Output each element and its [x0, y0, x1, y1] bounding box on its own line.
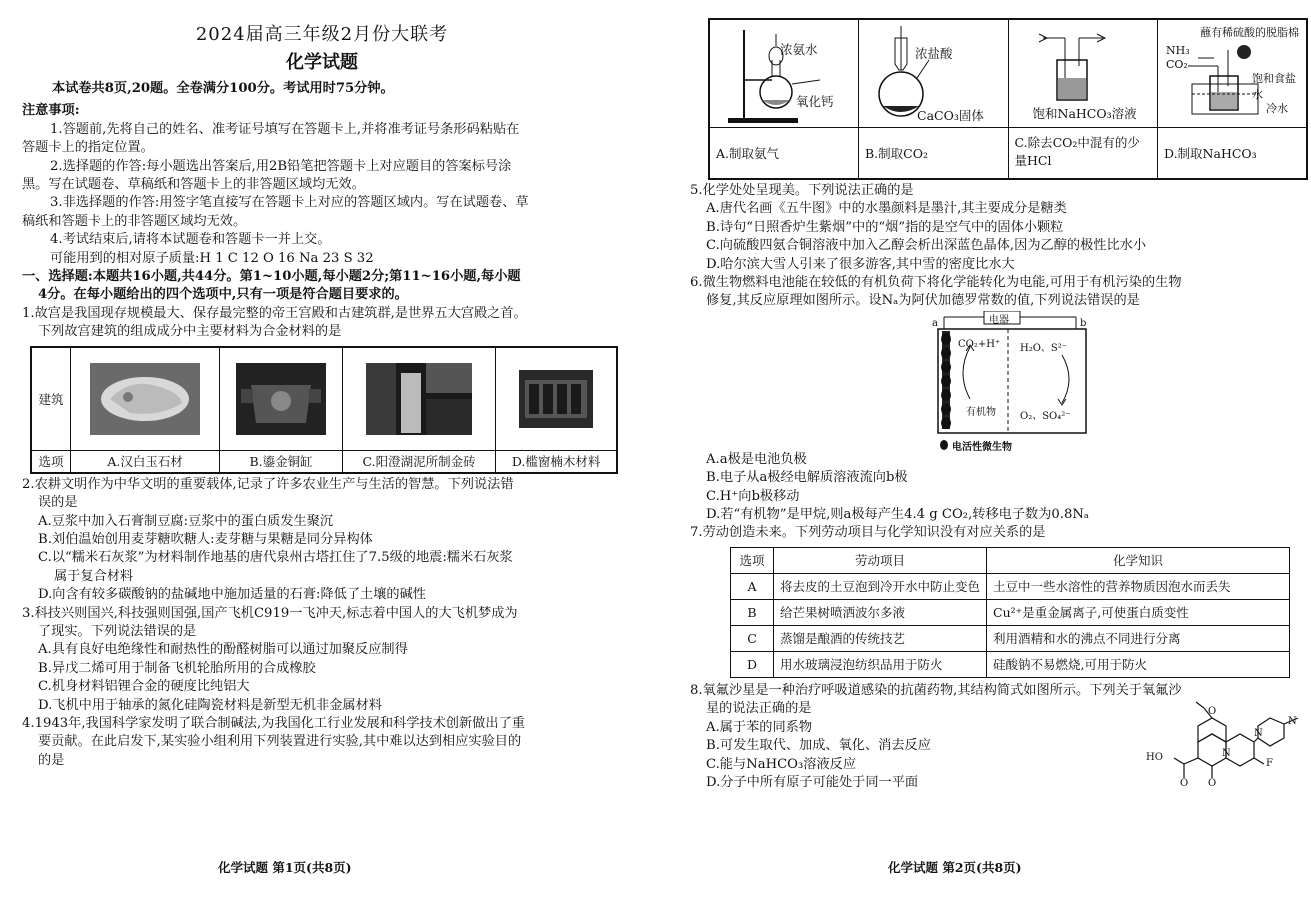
label-ho: HO [1146, 751, 1163, 763]
option-b: B.制取CO₂ [859, 127, 1009, 179]
option-c: C.机身材料铝锂合金的硬度比纯铝大 [38, 679, 250, 695]
label-cold-water: 冷水 [1266, 102, 1288, 115]
exam-title: 2024届高三年级2月份大联考 [195, 24, 449, 45]
label-n-pip2: N [1288, 715, 1297, 727]
option-d: D.槛窗楠木材料 [496, 451, 617, 473]
option-a: A.豆浆中加入石膏制豆腐:豆浆中的蛋白质发生聚沉 [38, 513, 334, 529]
image-wood-window [496, 347, 617, 451]
page-1 [22, 0, 622, 770]
table-header: 化学知识 [987, 547, 1290, 573]
q1-table [30, 346, 618, 474]
option-b: B.电子从a极经电解质溶液流向b极 [706, 470, 908, 486]
label-nahco3-solution: 饱和NaHCO₃溶液 [1032, 106, 1137, 121]
label-n-ring: N [1222, 747, 1231, 759]
option-a: A.属于苯的同系物 [706, 719, 813, 735]
notice-line: 1.答题前,先将自己的姓名、准考证号填写在答题卡上,并将准考证号条形码粘贴在 [50, 121, 520, 137]
question-5 [690, 182, 1310, 274]
question-text: 6.微生物燃料电池能在较低的有机负荷下将化学能转化为电能,可用于有机污染的生物 [690, 275, 1182, 291]
label-nh3: NH₃ [1166, 44, 1190, 57]
label-o2-so4: O₂、SO₄²⁻ [1020, 410, 1071, 422]
option-d: D.向含有较多碳酸钠的盐碱地中施加适量的石膏:降低了土壤的碱性 [38, 587, 426, 603]
question-3 [22, 605, 622, 715]
apparatus-d [1158, 19, 1308, 127]
label-co2: CO₂ [1166, 58, 1188, 71]
row-header: 选项 [31, 451, 71, 473]
question-text: 修复,其反应原理如图所示。设Nₐ为阿伏加德罗常数的值,下列说法错误的是 [706, 293, 1140, 309]
notices [22, 102, 622, 268]
option-b: B.可发生取代、加成、氧化、消去反应 [706, 738, 931, 754]
table-row: D 用水玻璃浸泡纺织品用于防火 硅酸钠不易燃烧,可用于防火 [731, 651, 1290, 677]
option-c: C.能与NaHCO₃溶液反应 [706, 756, 857, 772]
ofloxacin-structure [1138, 688, 1308, 796]
notice-line: 黑。写在试题卷、草稿纸和答题卡上的非答题区域均无效。 [22, 177, 365, 193]
label-h2o-s: H₂O、S²⁻ [1020, 342, 1068, 354]
option-c: C.阳澄湖泥所制金砖 [342, 451, 496, 473]
label-cotton: 蘸有稀硫酸的脱脂棉 [1200, 26, 1299, 39]
page-2 [690, 18, 1310, 792]
notice-line: 可能用到的相对原子质量:H 1 C 12 O 16 Na 23 S 32 [50, 250, 374, 266]
label-caco3: CaCO₃固体 [917, 108, 984, 123]
question-text: 1.故宫是我国现存规模最大、保存最完整的帝王宫殿和古建筑群,是世界五大宫殿之首。 [22, 305, 527, 321]
section-heading: 一、选择题:本题共16小题,共44分。第1~10小题,每小题2分;第11~16小题,每小题 [22, 269, 521, 285]
question-7: 7.劳动创造未来。下列劳动项目与化学知识没有对应关系的是 [690, 525, 1046, 541]
option-a: A.具有良好电绝缘性和耐热性的酚醛树脂可以通过加聚反应制得 [38, 642, 408, 658]
label-f: F [1266, 757, 1273, 769]
label-o-ketone: O [1208, 777, 1217, 789]
exam-subtitle: 化学试题 [286, 52, 358, 73]
image-gold-brick [342, 347, 496, 451]
option-c: C.以“糯米石灰浆”为材料制作地基的唐代泉州古塔扛住了7.5级的地震:糯米石灰浆 [38, 550, 513, 566]
question-text: 要贡献。在此启发下,某实验小组利用下列装置进行实验,其中难以达到相应实验目的 [38, 734, 522, 750]
question-text: 的是 [38, 752, 65, 768]
fuel-cell-diagram [930, 311, 1090, 451]
q7-table [730, 547, 1290, 678]
apparatus-a [709, 19, 859, 127]
label-electrode-b: b [1080, 317, 1087, 329]
option-c-cont: 属于复合材料 [54, 568, 134, 584]
question-8 [690, 682, 1310, 792]
label-conc-ammonia: 浓氨水 [780, 42, 818, 57]
notice-line: 2.选择题的作答:每小题选出答案后,用2B铅笔把答题卡上对应题目的答案标号涂 [50, 158, 512, 174]
table-row: C 蒸馏是酿酒的传统技艺 利用酒精和水的沸点不同进行分离 [731, 625, 1290, 651]
question-text: 4.1943年,我国科学家发明了联合制碱法,为我国化工行业发展和科学技术创新做出了重 [22, 715, 525, 731]
label-o-ring: O [1208, 705, 1217, 717]
apparatus-c [1008, 19, 1158, 127]
notice-line: 答题卡上的指定位置。 [22, 140, 154, 156]
question-text: 星的说法正确的是 [706, 701, 812, 717]
q4-apparatus-table [708, 18, 1308, 180]
question-text: 下列故宫建筑的组成成分中主要材料为合金材料的是 [38, 324, 342, 340]
option-c: C.除去CO₂中混有的少量HCl [1008, 127, 1158, 179]
label-device: 电器 [989, 314, 1009, 326]
option-d: D.哈尔滨大雪人引来了很多游客,其中雪的密度比水大 [706, 256, 1015, 272]
option-b: B.鎏金铜缸 [220, 451, 342, 473]
question-1 [22, 305, 622, 342]
question-text: 8.氧氟沙星是一种治疗呼吸道感染的抗菌药物,其结构简式如图所示。下列关于氧氟沙 [690, 682, 1182, 698]
table-row: B 给芒果树喷洒波尔多液 Cu²⁺是重金属离子,可使蛋白质变性 [731, 599, 1290, 625]
question-6 [690, 274, 1310, 311]
option-b: B.异戊二烯可用于制备飞机轮胎所用的合成橡胶 [38, 660, 316, 676]
option-d: D.分子中所有原子可能处于同一平面 [706, 774, 919, 790]
page-1-footer: 化学试题 第1页(共8页) [218, 860, 352, 875]
option-b: B.刘伯温始创用麦芽糖吹糖人:麦芽糖与果糖是同分异构体 [38, 531, 373, 547]
option-a: A.汉白玉石材 [71, 451, 220, 473]
option-d: D.若“有机物”是甲烷,则a极每产生4.4 g CO₂,转移电子数为0.8Nₐ [706, 507, 1089, 523]
notice-line: 3.非选择题的作答:用签字笔直接写在答题卡上对应的答题区域内。写在试题卷、草 [50, 195, 529, 211]
label-brine: 饱和食盐水 [1252, 72, 1296, 101]
notice-heading: 注意事项: [22, 103, 80, 119]
notice-line: 4.考试结束后,请将本试题卷和答题卡一并上交。 [50, 232, 331, 248]
table-header: 劳动项目 [774, 547, 987, 573]
option-a: A.制取氨气 [709, 127, 859, 179]
question-text: 5.化学处处呈现美。下列说法正确的是 [690, 183, 914, 198]
label-microbe-legend: 电活性微生物 [952, 441, 1012, 453]
image-bronze-vat [220, 347, 342, 451]
option-c: C.向硫酸四氨合铜溶液中加入乙醇会析出深蓝色晶体,因为乙醇的极性比水小 [706, 238, 1147, 254]
option-a: A.a极是电池负极 [706, 451, 807, 467]
label-calcium-oxide: 氧化钙 [796, 94, 834, 109]
label-co2-h: CO₂+H⁺ [958, 338, 1001, 350]
table-row: A 将去皮的土豆泡到冷开水中防止变色 土豆中一些水溶性的营养物质因泡水而丢失 [731, 573, 1290, 599]
option-b: B.诗句“日照香炉生紫烟”中的“烟”指的是空气中的固体小颗粒 [706, 219, 1064, 235]
option-d: D.飞机中用于轴承的氮化硅陶瓷材料是新型无机非金属材料 [38, 697, 382, 713]
label-electrode-a: a [932, 317, 938, 329]
option-a: A.唐代名画《五牛图》中的水墨颜料是墨汁,其主要成分是糖类 [706, 201, 1067, 217]
question-6-options [690, 451, 1310, 525]
question-text: 2.农耕文明作为中华文明的重要载体,记录了许多农业生产与生活的智慧。下列说法错 [22, 476, 514, 492]
option-c: C.H⁺向b极移动 [706, 488, 800, 504]
section-heading: 4分。在每小题给出的四个选项中,只有一项是符合题目要求的。 [38, 287, 408, 303]
notice-line: 稿纸和答题卡上的非答题区域均无效。 [22, 213, 247, 229]
row-header: 建筑 [31, 347, 71, 451]
question-4 [22, 715, 622, 770]
label-o-carbonyl: O [1180, 777, 1189, 789]
question-text: 误的是 [38, 495, 78, 511]
exam-intro: 本试卷共8页,20题。全卷满分100分。考试用时75分钟。 [52, 81, 394, 96]
image-jade-stone [71, 347, 220, 451]
label-n-pip1: N [1254, 727, 1263, 739]
question-text: 了现实。下列说法错误的是 [38, 623, 197, 639]
label-conc-hcl: 浓盐酸 [915, 46, 953, 61]
table-header: 选项 [731, 547, 774, 573]
question-2 [22, 476, 622, 605]
question-text: 3.科技兴则国兴,科技强则国强,国产飞机C919一飞冲天,标志着中国人的大飞机梦成为 [22, 605, 518, 621]
page-2-footer: 化学试题 第2页(共8页) [888, 860, 1022, 875]
option-d: D.制取NaHCO₃ [1158, 127, 1308, 179]
apparatus-b [859, 19, 1009, 127]
label-organic: 有机物 [966, 406, 996, 418]
